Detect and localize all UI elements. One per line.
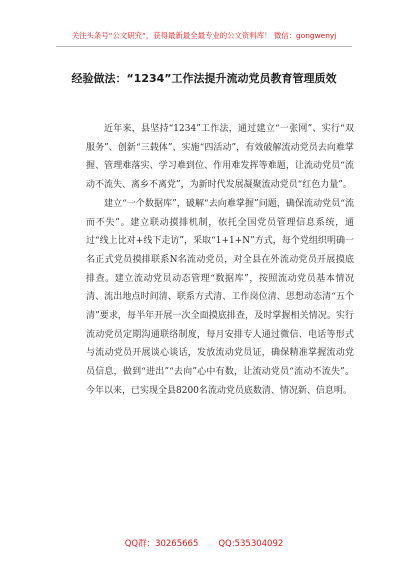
paragraph-database: 建立“一个数据库”，破解“去向难掌握”问题，确保流动党员“流而不失”。建立联动摸排机制，依托全国党员管理信息系统，通过“线上比对+线下走访”，采取“1+1+N”方式，每个党组织明确一名正式党员摸排联系N名流动党员，对全县在外流动党员开展摸底排查。建立流动党员动态管理“数据库”，按照流动党员基本情况清、流出地点时间清、联系方式清、工作岗位清、思想动态清“五个清”要求，每半年开展一次全面摸底排查，及时掌握相关情况。实行流动党员定期沟通联络制度，每月安排专人通过微信、电话等形式与流动党员开展谈心谈话，发放流动党员证，确保精准掌握流动党员信息，做到“进出”“去向”心中有数，让流动党员“流动不流失”。今年以来，已实现全县8200名流动党员底数清、情况新、信息明。: [86, 198, 354, 396]
paragraph-intro: 近年来，县坚持“1234”工作法，通过建立“一张网”、实行“双服务”、创新“三载体”、实施“四活动”，有效破解流动党员去向难掌握、管理难落实、学习难到位、作用难发挥等难题，让流动党员“流动不流失、离乡不离党”，为新时代发展凝聚流动党员“红色力量”。: [86, 124, 354, 191]
document-body: [86, 120, 354, 401]
footer-qq-group: QQ群：30265665: [124, 539, 199, 549]
document-title: 经验做法：“1234”工作法提升流动党员教育管理质效: [71, 72, 337, 85]
footer-qq-number: QQ:535304092: [218, 539, 284, 549]
footer-contact: [0, 537, 408, 549]
header-banner: 关注头条号“公文研究”，获得最新最全最专业的公文资料库！ 微信：gongwenyj: [71, 31, 337, 40]
header-divider: [56, 46, 352, 47]
